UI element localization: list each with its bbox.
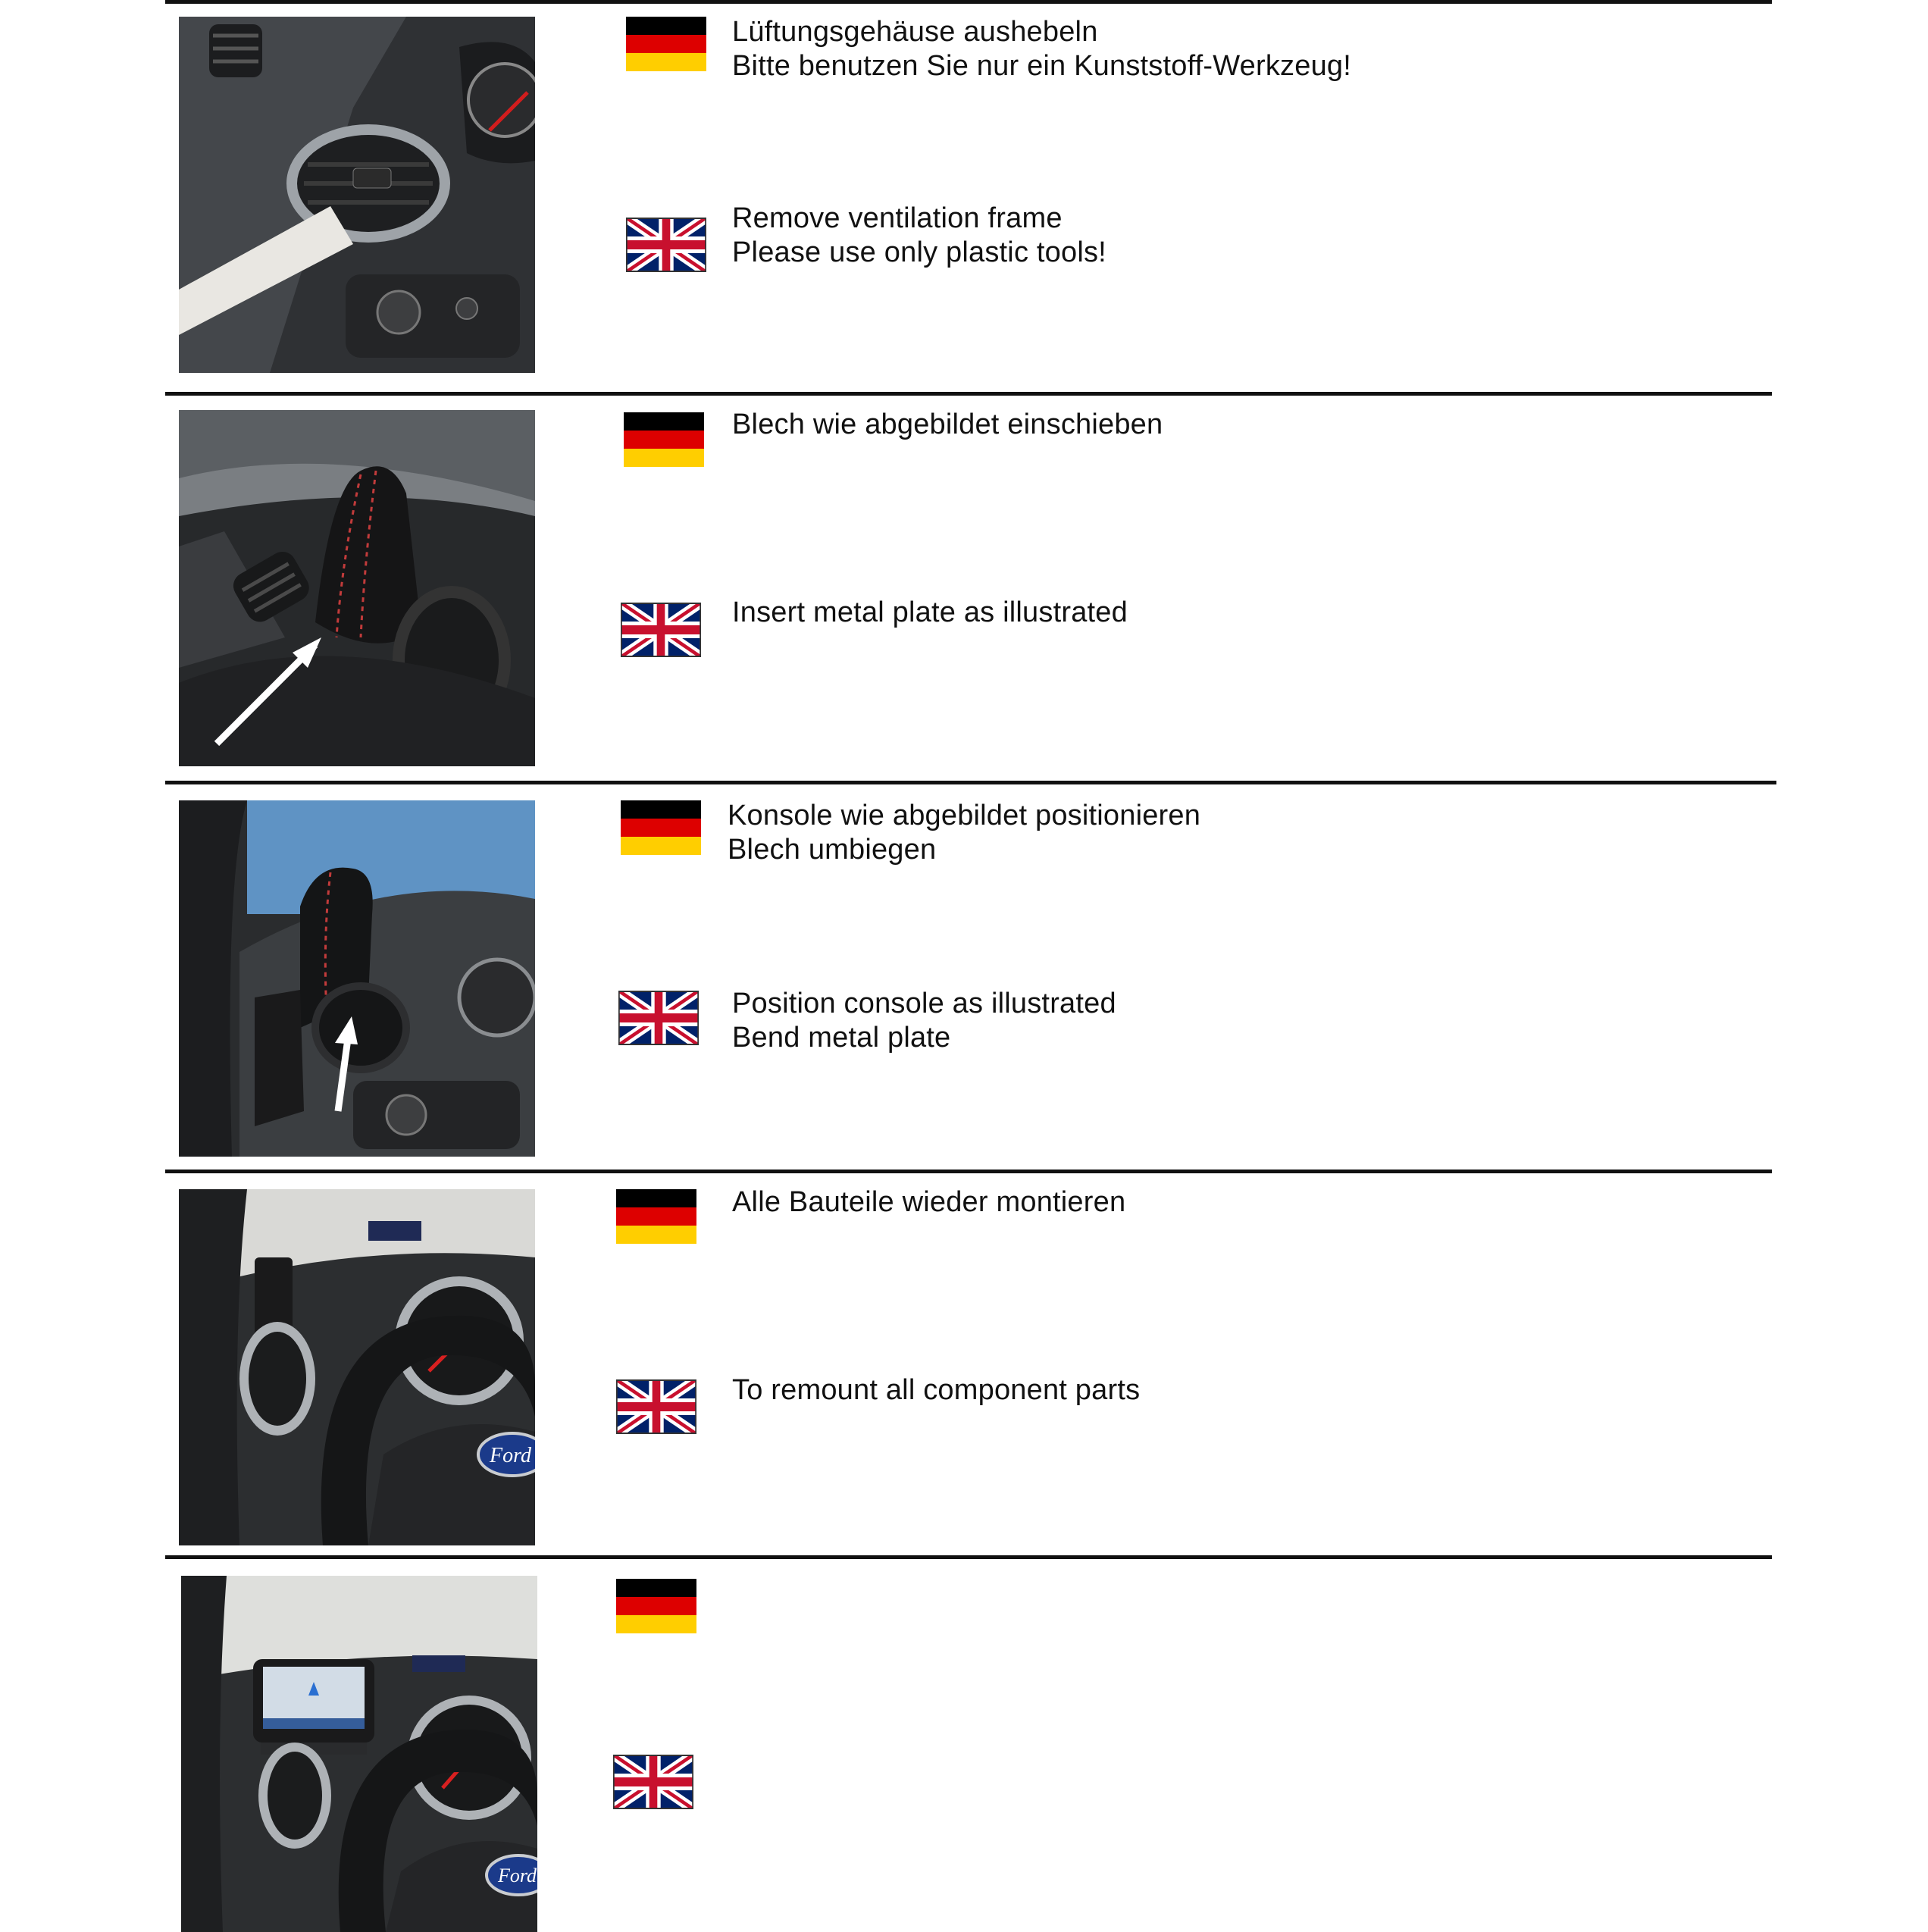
step-1-german-line-1: Lüftungsgehäuse aushebeln (732, 16, 1098, 48)
photo-remount-parts (179, 1189, 535, 1545)
flag-germany-icon (616, 1579, 696, 1633)
section-divider (165, 392, 1772, 396)
flag-germany-icon (621, 800, 701, 855)
photo-finished-installation (181, 1576, 537, 1932)
step-3-english-line-1: Position console as illustrated (732, 988, 1116, 1019)
flag-germany-icon (624, 412, 704, 467)
ford-logo: Ford (490, 1444, 531, 1467)
step-3-english-line-2: Bend metal plate (732, 1022, 951, 1054)
step-3-english-text (732, 987, 1116, 1055)
step-2-german-line-1: Blech wie abgebildet einschieben (732, 409, 1163, 440)
flag-uk-icon (626, 218, 706, 272)
section-divider (165, 1170, 1772, 1173)
section-divider (165, 0, 1772, 4)
step-4-english-line-1: To remount all component parts (732, 1374, 1141, 1406)
flag-uk-icon (613, 1755, 693, 1809)
step-2-german-text (732, 408, 1163, 442)
step-2-english-line-1: Insert metal plate as illustrated (732, 597, 1128, 628)
section-divider (165, 781, 1776, 784)
step-4-german-text (732, 1185, 1125, 1220)
flag-germany-icon (616, 1189, 696, 1244)
step-2-english-text (732, 596, 1128, 630)
step-3-german-line-1: Konsole wie abgebildet positionieren (728, 800, 1201, 831)
flag-uk-icon (618, 991, 699, 1045)
ford-logo: Ford (498, 1865, 537, 1887)
step-1-german-line-2: Bitte benutzen Sie nur ein Kunststoff-Werkzeug! (732, 50, 1352, 82)
flag-germany-icon (626, 17, 706, 71)
photo-position-console (179, 800, 535, 1157)
section-divider (165, 1555, 1772, 1559)
flag-uk-icon (621, 603, 701, 657)
step-1-english-text (732, 202, 1106, 270)
photo-insert-metal-plate (179, 410, 535, 766)
step-4-english-text (732, 1373, 1140, 1408)
photo-remove-vent-frame (179, 17, 535, 373)
step-1-english-line-1: Remove ventilation frame (732, 202, 1063, 234)
step-4-german-line-1: Alle Bauteile wieder montieren (732, 1186, 1126, 1218)
step-3-german-line-2: Blech umbiegen (728, 834, 937, 866)
flag-uk-icon (616, 1379, 696, 1434)
step-3-german-text (728, 799, 1200, 867)
step-1-german-text (732, 15, 1351, 83)
step-1-english-line-2: Please use only plastic tools! (732, 236, 1106, 268)
